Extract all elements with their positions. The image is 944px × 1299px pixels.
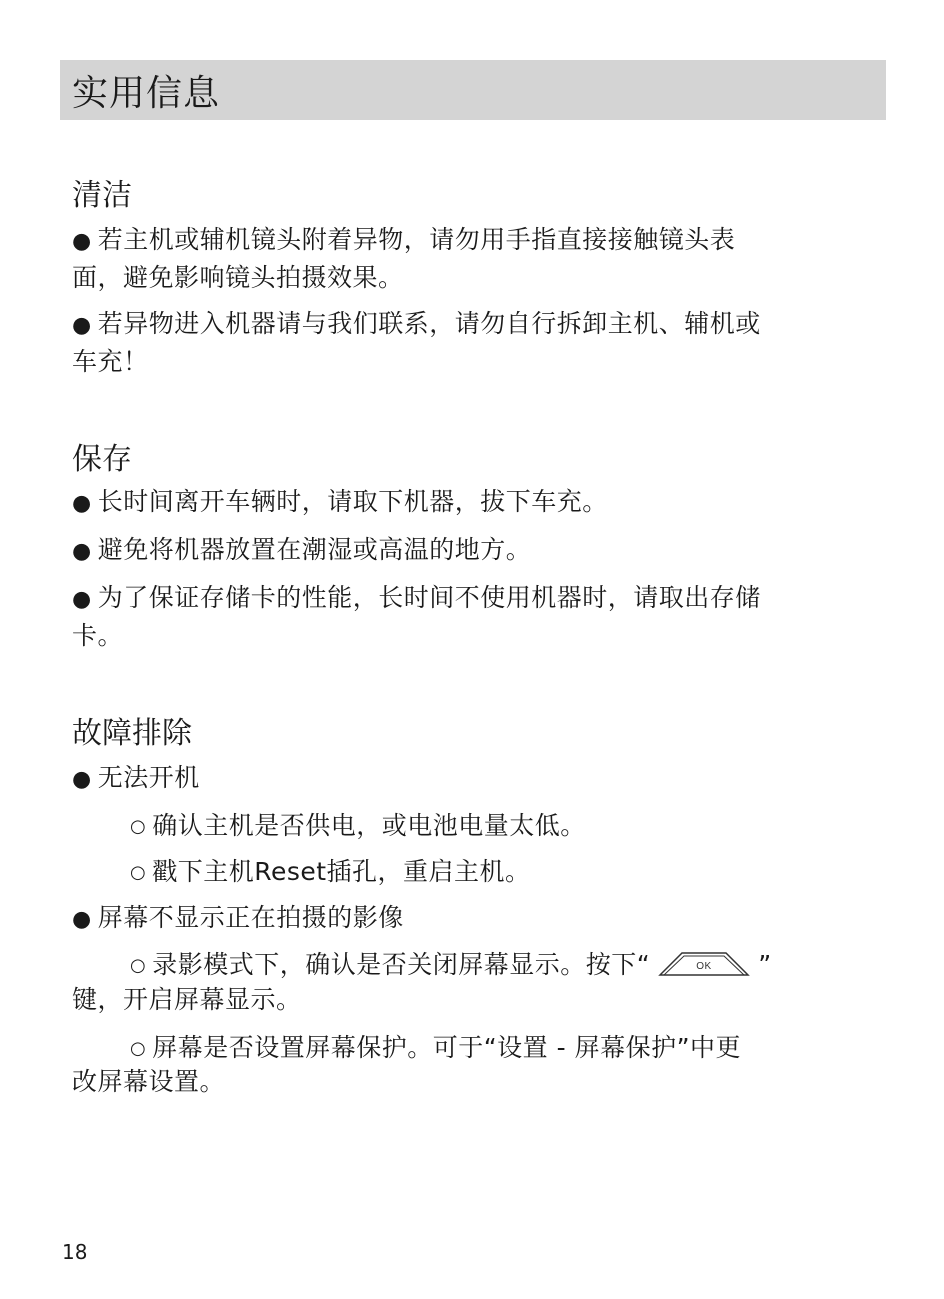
ok-button-label: OK — [696, 961, 712, 972]
storage-item-1-text: 长时间离开车辆时，请取下机器，拔下车充。 — [97, 487, 608, 516]
cleaning-item-1 — [72, 222, 862, 296]
bullet-icon: ● — [72, 491, 92, 516]
cleaning-item-2 — [72, 306, 862, 380]
storage-item-2-text: 避免将机器放置在潮湿或高温的地方。 — [97, 535, 532, 564]
trouble-item-2 — [72, 900, 862, 938]
troubleshooting-heading: 故障排除 — [72, 716, 192, 751]
bullet-icon: ● — [72, 229, 92, 254]
bullet-icon: ● — [72, 907, 92, 932]
storage-item-2 — [72, 532, 862, 570]
storage-item-3 — [72, 580, 862, 654]
trouble-item-2-sub-2 — [130, 1030, 870, 1067]
page-title: 实用信息 — [72, 72, 221, 114]
trouble-item-1-sub-2 — [130, 854, 870, 891]
circle-bullet-icon: ○ — [130, 1038, 147, 1059]
cleaning-item-1-line-1: 若主机或辅机镜头附着异物，请勿用手指直接接触镜头表 — [97, 225, 736, 254]
trouble-item-1-sub-1 — [130, 808, 870, 845]
circle-bullet-icon: ○ — [130, 955, 147, 976]
trouble-item-2-sub-2-line-2: 改屏幕设置。 — [72, 1067, 226, 1096]
trouble-item-2-sub-2-line-1: 屏幕是否设置屏幕保护。可于“设置 - 屏幕保护”中更 — [152, 1033, 742, 1062]
storage-item-1 — [72, 484, 862, 522]
trouble-item-2-sub-1-text: 录影模式下，确认是否关闭屏幕显示。按下“ — [152, 950, 651, 979]
trouble-item-1-text: 无法开机 — [97, 763, 200, 792]
circle-bullet-icon: ○ — [130, 862, 147, 883]
bullet-icon: ● — [72, 539, 92, 564]
trouble-item-2-sub-1-close-quote: ” — [758, 950, 772, 979]
circle-bullet-icon: ○ — [130, 816, 147, 837]
trouble-item-2-text: 屏幕不显示正在拍摄的影像 — [97, 903, 404, 932]
bullet-icon: ● — [72, 587, 92, 612]
storage-item-3-line-2: 卡。 — [72, 621, 124, 650]
page-number: 18 — [62, 1240, 88, 1264]
cleaning-heading: 清洁 — [72, 178, 132, 213]
storage-heading: 保存 — [72, 442, 132, 477]
cleaning-item-2-line-1: 若异物进入机器请与我们联系，请勿自行拆卸主机、辅机或 — [97, 309, 761, 338]
bullet-icon: ● — [72, 313, 92, 338]
bullet-icon: ● — [72, 767, 92, 792]
trouble-item-1-sub-2-text: 戳下主机Reset插孔，重启主机。 — [152, 857, 531, 886]
trouble-item-2-sub-1-line-2: 键，开启屏幕显示。 — [72, 985, 302, 1014]
trouble-item-1-sub-1-text: 确认主机是否供电，或电池电量太低。 — [152, 811, 586, 840]
storage-item-3-line-1: 为了保证存储卡的性能，长时间不使用机器时，请取出存储 — [97, 583, 761, 612]
trouble-item-1 — [72, 760, 862, 798]
section-header-bar — [60, 60, 886, 120]
cleaning-item-1-line-2: 面，避免影响镜头拍摄效果。 — [72, 263, 404, 292]
cleaning-item-2-line-2: 车充！ — [72, 347, 149, 376]
